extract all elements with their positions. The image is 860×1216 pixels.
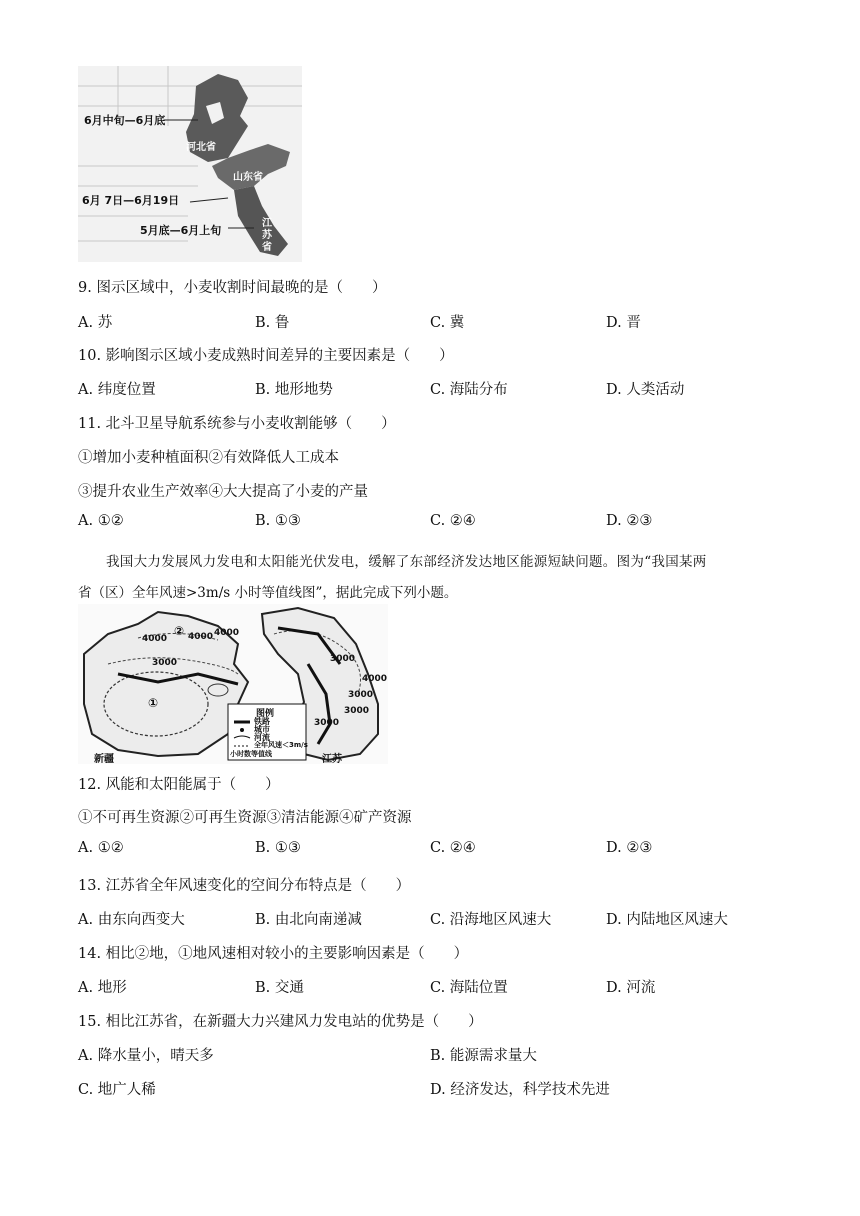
- q12-option-d[interactable]: D. ②③: [606, 840, 653, 856]
- q10-option-c[interactable]: C. 海陆分布: [430, 382, 508, 398]
- q11-option-b[interactable]: B. ①③: [255, 513, 301, 529]
- q9-stem: 9. 图示区域中，小麦收割时间最晚的是（ ）: [78, 280, 387, 296]
- label-jun-7-19: 6月 7日—6月19日: [82, 194, 180, 207]
- label-shandong: 山东省: [233, 172, 263, 183]
- q10-stem: 10. 影响图示区域小麦成熟时间差异的主要因素是（ ）: [78, 348, 454, 364]
- q14-option-c[interactable]: C. 海陆位置: [430, 980, 508, 996]
- q10-option-d[interactable]: D. 人类活动: [606, 382, 685, 398]
- q11-statements-2: ③提升农业生产效率④大大提高了小麦的产量: [78, 484, 368, 500]
- map2-val-3000-c: 3000: [348, 690, 374, 700]
- q15-stem: 15. 相比江苏省，在新疆大力兴建风力发电站的优势是（ ）: [78, 1014, 483, 1030]
- label-jiangsu-1: 江: [262, 218, 272, 229]
- q12-option-a[interactable]: A. ①②: [78, 840, 124, 856]
- legend-city: 城市: [254, 725, 270, 734]
- wind-isoline-map: [78, 604, 388, 764]
- label-hebei: 河北省: [186, 142, 216, 153]
- q11-statements-1: ①增加小麦种植面积②有效降低人工成本: [78, 450, 339, 466]
- legend-isoline: 全年风速＜3m/s: [254, 741, 308, 749]
- legend-railway: 铁路: [254, 717, 270, 726]
- map2-val-3000-b: 3000: [330, 654, 356, 664]
- q13-option-b[interactable]: B. 由北向南递减: [255, 912, 362, 928]
- wheat-harvest-map: [78, 66, 302, 262]
- q12-statements: ①不可再生资源②可再生资源③清洁能源④矿产资源: [78, 810, 412, 826]
- q15-option-a[interactable]: A. 降水量小，晴天多: [78, 1048, 214, 1064]
- q11-option-a[interactable]: A. ①②: [78, 513, 124, 529]
- q10-option-a[interactable]: A. 纬度位置: [78, 382, 156, 398]
- map2-val-3000-a: 3000: [152, 658, 178, 668]
- q13-option-a[interactable]: A. 由东向西变大: [78, 912, 185, 928]
- label-may-end-jun-early: 5月底—6月上旬: [140, 224, 222, 237]
- q13-stem: 13. 江苏省全年风速变化的空间分布特点是（ ）: [78, 878, 411, 894]
- label-jiangsu-3: 省: [262, 242, 272, 253]
- map2-jiangsu: 江苏: [322, 754, 342, 765]
- q11-option-d[interactable]: D. ②③: [606, 513, 653, 529]
- q14-option-a[interactable]: A. 地形: [78, 980, 127, 996]
- q14-option-d[interactable]: D. 河流: [606, 980, 656, 996]
- map2-val-4000-c: 4000: [214, 628, 240, 638]
- q9-option-c[interactable]: C. 冀: [430, 315, 465, 331]
- q14-stem: 14. 相比②地，①地风速相对较小的主要影响因素是（ ）: [78, 946, 469, 962]
- q11-option-c[interactable]: C. ②④: [430, 513, 476, 529]
- legend-title: 图例: [256, 709, 275, 719]
- map2-xinjiang: 新疆: [94, 754, 114, 765]
- map2-val-4000-a: 4000: [142, 634, 168, 644]
- map2-mark-1: ①: [148, 696, 159, 710]
- q9-option-b[interactable]: B. 鲁: [255, 315, 290, 331]
- q12-stem: 12. 风能和太阳能属于（ ）: [78, 777, 280, 793]
- label-jun-mid-end: 6月中旬—6月底: [84, 114, 166, 127]
- q10-option-b[interactable]: B. 地形地势: [255, 382, 333, 398]
- q13-option-d[interactable]: D. 内陆地区风速大: [606, 912, 728, 928]
- passage-line-2: 省（区）全年风速>3m/s 小时等值线图”，据此完成下列小题。: [78, 585, 458, 601]
- label-jiangsu-2: 苏: [262, 230, 272, 241]
- q15-option-b[interactable]: B. 能源需求量大: [430, 1048, 537, 1064]
- legend-river: 河流: [254, 733, 270, 742]
- q15-option-c[interactable]: C. 地广人稀: [78, 1082, 156, 1098]
- map2-val-4000-b: 4000: [188, 632, 214, 642]
- passage-line-1: 我国大力发展风力发电和太阳能光伏发电，缓解了东部经济发达地区能源短缺问题。图为“我国某两: [106, 554, 707, 570]
- map2-val-4000-d: 4000: [362, 674, 388, 684]
- q13-option-c[interactable]: C. 沿海地区风速大: [430, 912, 552, 928]
- q11-stem: 11. 北斗卫星导航系统参与小麦收割能够（ ）: [78, 416, 396, 432]
- map2-val-3000-e: 3000: [314, 718, 340, 728]
- q14-option-b[interactable]: B. 交通: [255, 980, 304, 996]
- map2-mark-2: ②: [174, 624, 185, 638]
- q9-option-d[interactable]: D. 晋: [606, 315, 641, 331]
- q15-option-d[interactable]: D. 经济发达，科学技术先进: [430, 1082, 610, 1098]
- q12-option-b[interactable]: B. ①③: [255, 840, 301, 856]
- legend-isoline-2: 小时数等值线: [230, 750, 272, 758]
- q12-option-c[interactable]: C. ②④: [430, 840, 476, 856]
- q9-option-a[interactable]: A. 苏: [78, 315, 113, 331]
- map2-val-3000-d: 3000: [344, 706, 370, 716]
